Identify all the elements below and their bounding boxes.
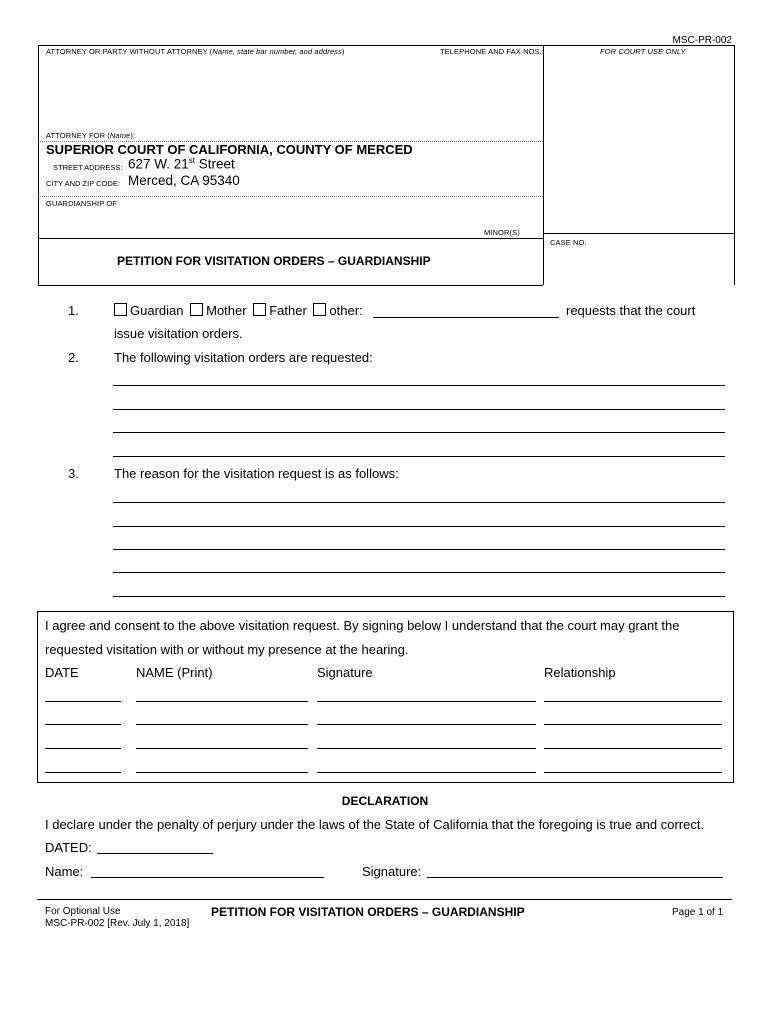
name-field[interactable]	[136, 748, 308, 749]
attorney-label: ATTORNEY OR PARTY WITHOUT ATTORNEY (Name, state bar number, and address)	[46, 47, 345, 56]
guardianship-label: GUARDIANSHIP OF	[46, 199, 117, 208]
item2-line-2[interactable]	[113, 409, 725, 410]
guardian-checkbox[interactable]	[114, 303, 127, 316]
item3-text: The reason for the visitation request is as follows:	[114, 466, 399, 481]
col-date: DATE	[45, 665, 79, 680]
date-field[interactable]	[45, 701, 121, 702]
col-signature: Signature	[317, 665, 373, 680]
declarant-name-field[interactable]	[91, 877, 324, 878]
name-label: Name:	[45, 864, 84, 879]
street-value: 627 W. 21st Street	[128, 156, 235, 172]
city-value: Merced, CA 95340	[128, 173, 240, 188]
footer-form-rev: MSC-PR-002 [Rev. July 1, 2018]	[45, 918, 190, 929]
item1-number: 1.	[68, 303, 79, 318]
date-field[interactable]	[45, 748, 121, 749]
item1-line2: issue visitation orders.	[114, 326, 243, 341]
signature-field[interactable]	[317, 724, 536, 725]
item2-text: The following visitation orders are requested:	[114, 350, 373, 365]
father-label: Father	[269, 303, 307, 318]
item3-number: 3.	[68, 466, 79, 481]
minors-label: MINOR(S)	[484, 228, 520, 237]
city-label: CITY AND ZIP CODE:	[46, 179, 120, 188]
court-use-label: FOR COURT USE ONLY	[600, 47, 686, 56]
signature-field[interactable]	[317, 701, 536, 702]
court-name: SUPERIOR COURT OF CALIFORNIA, COUNTY OF MERCED	[46, 142, 413, 157]
date-field[interactable]	[45, 724, 121, 725]
footer-title: PETITION FOR VISITATION ORDERS – GUARDIANSHIP	[211, 905, 525, 919]
mother-checkbox[interactable]	[190, 303, 203, 316]
item3-line-1[interactable]	[113, 502, 725, 503]
dated-field[interactable]	[97, 853, 213, 854]
relationship-field[interactable]	[544, 724, 722, 725]
name-field[interactable]	[136, 772, 308, 773]
street-label: STREET ADDRESS:	[53, 163, 123, 172]
col-relationship: Relationship	[544, 665, 616, 680]
relationship-field[interactable]	[544, 772, 722, 773]
other-field[interactable]	[373, 317, 559, 318]
date-field[interactable]	[45, 772, 121, 773]
name-field[interactable]	[136, 724, 308, 725]
guardian-label: Guardian	[130, 303, 184, 318]
item1-after: requests that the court	[566, 303, 696, 318]
col-name: NAME (Print)	[136, 665, 213, 680]
case-no-label: CASE NO.	[550, 238, 587, 247]
item3-line-4[interactable]	[113, 572, 725, 573]
signature-field[interactable]	[317, 772, 536, 773]
mother-label: Mother	[206, 303, 247, 318]
item2-line-3[interactable]	[113, 432, 725, 433]
phone-label: TELEPHONE AND FAX NOS.:	[440, 47, 544, 56]
item3-line-3[interactable]	[113, 549, 725, 550]
item2-line-1[interactable]	[113, 385, 725, 386]
item3-line-5[interactable]	[113, 596, 725, 597]
declaration-text: I declare under the penalty of perjury under the laws of the State of California that the foregoing is true and correct.	[45, 817, 705, 832]
dated-label: DATED:	[45, 840, 92, 855]
consent-box	[37, 611, 734, 783]
consent-line1: I agree and consent to the above visitation request. By signing below I understand that the court may grant the	[45, 618, 680, 633]
footer-page: Page 1 of 1	[672, 907, 724, 918]
item2-line-4[interactable]	[113, 456, 725, 457]
form-title: PETITION FOR VISITATION ORDERS – GUARDIANSHIP	[117, 254, 431, 268]
item2-number: 2.	[68, 350, 79, 365]
attorney-for-label: ATTORNEY FOR (Name):	[46, 131, 136, 140]
other-checkbox[interactable]	[313, 303, 326, 316]
footer-divider	[37, 899, 732, 900]
name-field[interactable]	[136, 701, 308, 702]
signature-field[interactable]	[317, 748, 536, 749]
consent-line2: requested visitation with or without my presence at the hearing.	[45, 642, 409, 657]
signature-label: Signature:	[362, 864, 422, 879]
relationship-field[interactable]	[544, 701, 722, 702]
other-label: other:	[329, 303, 363, 318]
declaration-title: DECLARATION	[341, 794, 429, 808]
father-checkbox[interactable]	[253, 303, 266, 316]
footer-optional: For Optional Use	[45, 906, 121, 917]
item3-line-2[interactable]	[113, 526, 725, 527]
item1-options	[114, 303, 363, 318]
relationship-field[interactable]	[544, 748, 722, 749]
declarant-signature-field[interactable]	[427, 877, 723, 878]
form-id-top: MSC-PR-002	[672, 35, 732, 46]
